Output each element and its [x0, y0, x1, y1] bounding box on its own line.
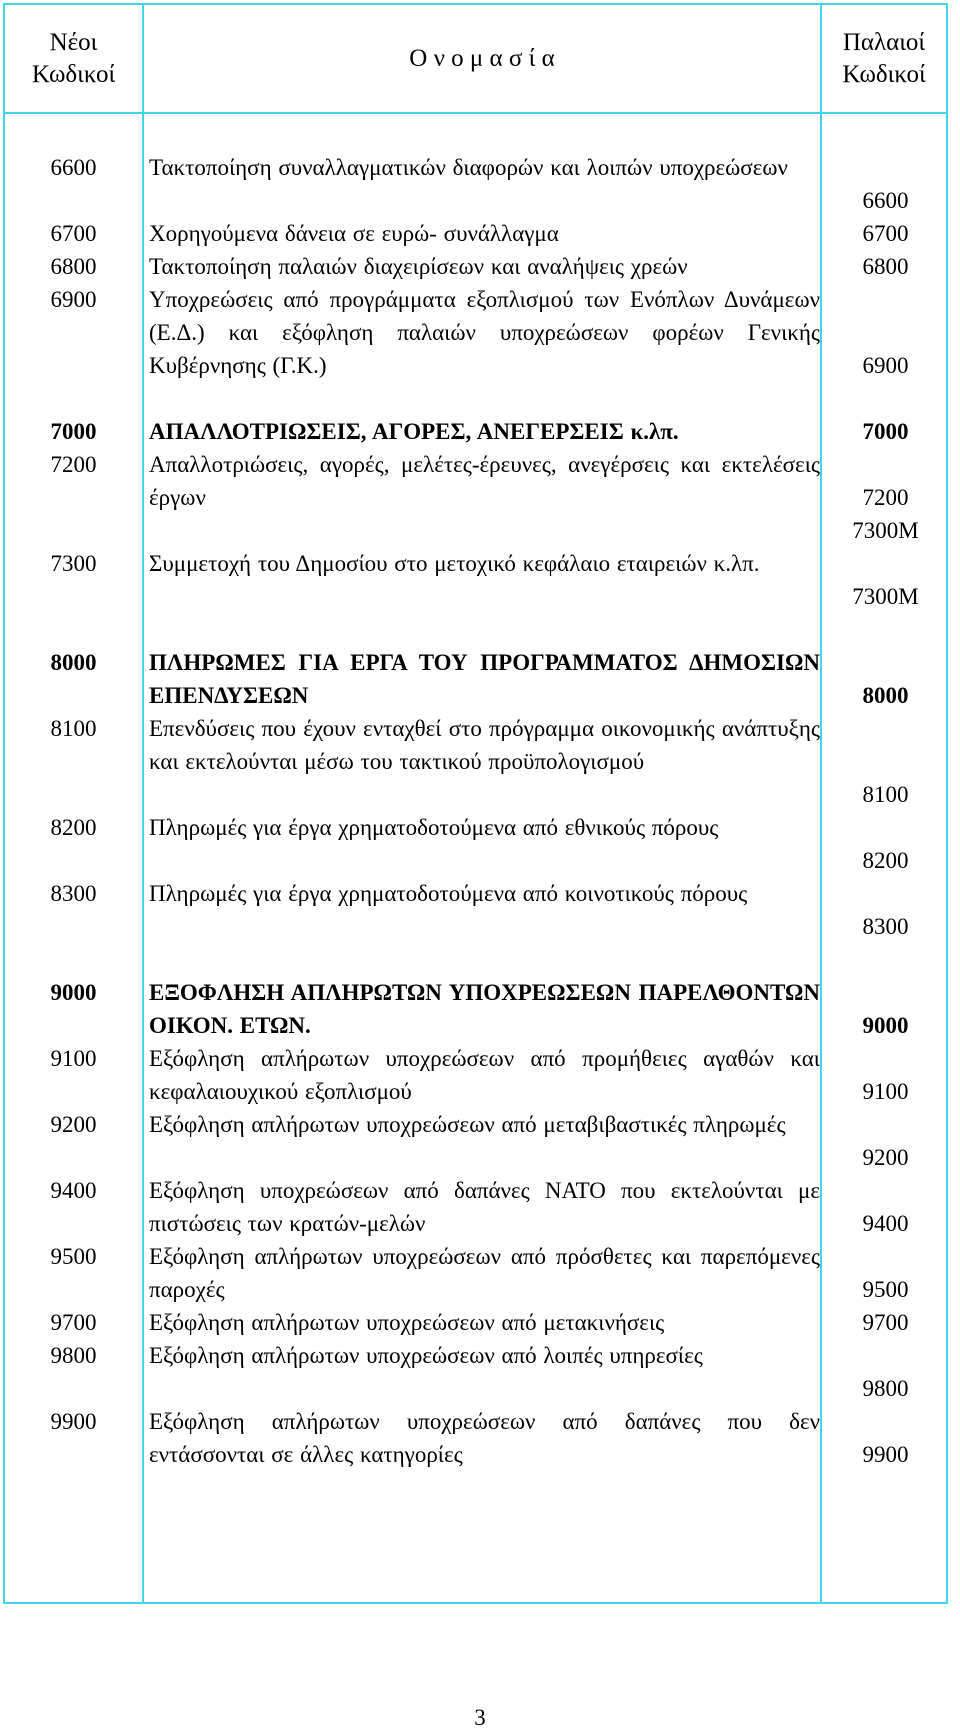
table-row — [5, 1108, 946, 1174]
name-cell: Πληρωμές για έργα χρηματοδοτούμενα από εθνικούς πόρους — [149, 815, 719, 840]
new-code-cell: 8300 — [50, 881, 97, 906]
old-code-cell: 9500 — [862, 1277, 909, 1302]
page-number: 3 — [474, 1705, 486, 1730]
name-cell: Εξόφληση απλήρωτων υποχρεώσεων από μεταβιβαστικές πληρωμές — [149, 1112, 786, 1137]
old-code-cell: 8100 — [862, 782, 909, 807]
name-cell: Εξόφληση απλήρωτων υποχρεώσεων από λοιπές υπηρεσίες — [149, 1343, 703, 1368]
new-code-cell: 9700 — [50, 1310, 97, 1335]
new-code-cell: 8100 — [50, 716, 97, 741]
name-cell: ΕΞΟΦΛΗΣΗ ΑΠΛΗΡΩΤΩΝ ΥΠΟΧΡΕΩΣΕΩΝ ΠΑΡΕΛΘΟΝΤΩΝ ΟΙΚΟΝ. ΕΤΩΝ. — [149, 980, 820, 1038]
header-old-codes-line1: Παλαιοί — [842, 28, 926, 56]
table-row — [5, 217, 946, 250]
new-code-cell: 9100 — [50, 1046, 97, 1071]
table-row — [5, 1174, 946, 1240]
old-code-cell: 7000 — [862, 419, 909, 444]
new-code-cell: 9500 — [50, 1244, 97, 1269]
old-code-cell: 8200 — [862, 848, 909, 873]
new-code-cell: 9200 — [50, 1112, 97, 1137]
new-code-cell: 9800 — [50, 1343, 97, 1368]
new-code-cell: 6900 — [50, 287, 97, 312]
old-code-cell: 9200 — [862, 1145, 909, 1170]
table-row — [5, 250, 946, 283]
header-new-codes-line1: Νέοι — [49, 28, 98, 56]
codes-table — [3, 3, 948, 1604]
header-new-codes — [5, 5, 142, 112]
new-code-cell: 9000 — [50, 980, 97, 1005]
name-cell: Πληρωμές για έργα χρηματοδοτούμενα από κοινοτικούς πόρους — [149, 881, 748, 906]
old-code-cell: 9900 — [862, 1442, 909, 1467]
table-row — [5, 448, 946, 543]
table-row — [5, 976, 946, 1042]
table-row — [5, 283, 946, 382]
table-row — [5, 547, 946, 613]
old-code-cell: 9100 — [862, 1079, 909, 1104]
new-code-cell: 9400 — [50, 1178, 97, 1203]
old-code-cell: 9400 — [862, 1211, 909, 1236]
name-cell: Εξόφληση απλήρωτων υποχρεώσεων από δαπάνες που δεν εντάσσονται σε άλλες κατηγορίες — [149, 1409, 820, 1467]
name-cell: Επενδύσεις που έχουν ενταχθεί στο πρόγραμμα οικονομικής ανάπτυξης και εκτελούνται μέσω του τακτικού προϋπολογισμού — [149, 716, 820, 774]
name-cell: Χορηγούμενα δάνεια σε ευρώ- συνάλλαγμα — [149, 221, 559, 246]
old-code-cell: 7300Μ — [852, 584, 919, 609]
table-row — [5, 1042, 946, 1108]
old-code-cell: 6900 — [862, 353, 909, 378]
name-cell: ΠΛΗΡΩΜΕΣ ΓΙΑ ΕΡΓΑ ΤΟΥ ΠΡΟΓΡΑΜΜΑΤΟΣ ΔΗΜΟΣΙΩΝ ΕΠΕΝΔΥΣΕΩΝ — [149, 650, 820, 708]
table-row — [5, 1240, 946, 1306]
table-row — [5, 1339, 946, 1405]
header-new-codes-line2: Κωδικοί — [31, 60, 116, 88]
new-code-cell: 7200 — [50, 452, 97, 477]
table-row — [5, 415, 946, 448]
table-row — [5, 811, 946, 877]
header-divider — [5, 112, 946, 114]
header-name-label: Ο ν ο μ α σ ί α — [409, 44, 555, 72]
name-cell: ΑΠΑΛΛΟΤΡΙΩΣΕΙΣ, ΑΓΟΡΕΣ, ΑΝΕΓΕΡΣΕΙΣ κ.λπ. — [149, 419, 679, 444]
old-code-cell: 7300Μ — [852, 518, 919, 543]
old-code-cell: 9800 — [862, 1376, 909, 1401]
new-code-cell: 9900 — [50, 1409, 97, 1434]
new-code-cell: 8200 — [50, 815, 97, 840]
new-code-cell: 7300 — [50, 551, 97, 576]
name-cell: Τακτοποίηση συναλλαγματικών διαφορών και λοιπών υποχρεώσεων — [149, 155, 788, 180]
old-code-cell: 9700 — [862, 1310, 909, 1335]
new-code-cell: 8000 — [50, 650, 97, 675]
name-cell: Υποχρεώσεις από προγράμματα εξοπλισμού των Ενόπλων Δυνάμεων (Ε.Δ.) και εξόφληση παλαιών υποχρεώσεων φορέων Γενικής Κυβέρνησης (Γ.Κ.) — [149, 287, 820, 378]
old-code-cell: 6800 — [862, 254, 909, 279]
table-row — [5, 1405, 946, 1471]
header-name — [144, 5, 820, 112]
name-cell: Τακτοποίηση παλαιών διαχειρίσεων και αναλήψεις χρεών — [149, 254, 688, 279]
name-cell: Εξόφληση απλήρωτων υποχρεώσεων από πρόσθετες και παρεπόμενες παροχές — [149, 1244, 820, 1302]
old-code-cell: 6600 — [862, 188, 909, 213]
new-code-cell: 6600 — [50, 155, 97, 180]
table-row — [5, 877, 946, 943]
table-row — [5, 712, 946, 811]
table-row — [5, 1306, 946, 1339]
new-code-cell: 6700 — [50, 221, 97, 246]
old-code-cell: 7200 — [862, 485, 909, 510]
old-code-cell: 9000 — [862, 1013, 909, 1038]
new-code-cell: 6800 — [50, 254, 97, 279]
new-code-cell: 7000 — [50, 419, 97, 444]
table-row — [5, 151, 946, 217]
name-cell: Εξόφληση υποχρεώσεων από δαπάνες ΝΑΤΟ που εκτελούνται με πιστώσεις των κρατών-μελών — [149, 1178, 820, 1236]
name-cell: Απαλλοτριώσεις, αγορές, μελέτες-έρευνες, ανεγέρσεις και εκτελέσεις έργων — [149, 452, 820, 510]
old-code-cell: 6700 — [862, 221, 909, 246]
old-code-cell: 8000 — [862, 683, 909, 708]
header-old-codes — [822, 5, 946, 112]
name-cell: Συμμετοχή του Δημοσίου στο μετοχικό κεφάλαιο εταιρειών κ.λπ. — [149, 551, 760, 576]
name-cell: Εξόφληση απλήρωτων υποχρεώσεων από μετακινήσεις — [149, 1310, 665, 1335]
table-row — [5, 646, 946, 712]
header-old-codes-line2: Κωδικοί — [842, 60, 926, 88]
name-cell: Εξόφληση απλήρωτων υποχρεώσεων από προμήθειες αγαθών και κεφαλαιουχικού εξοπλισμού — [149, 1046, 820, 1104]
old-code-cell: 8300 — [862, 914, 909, 939]
